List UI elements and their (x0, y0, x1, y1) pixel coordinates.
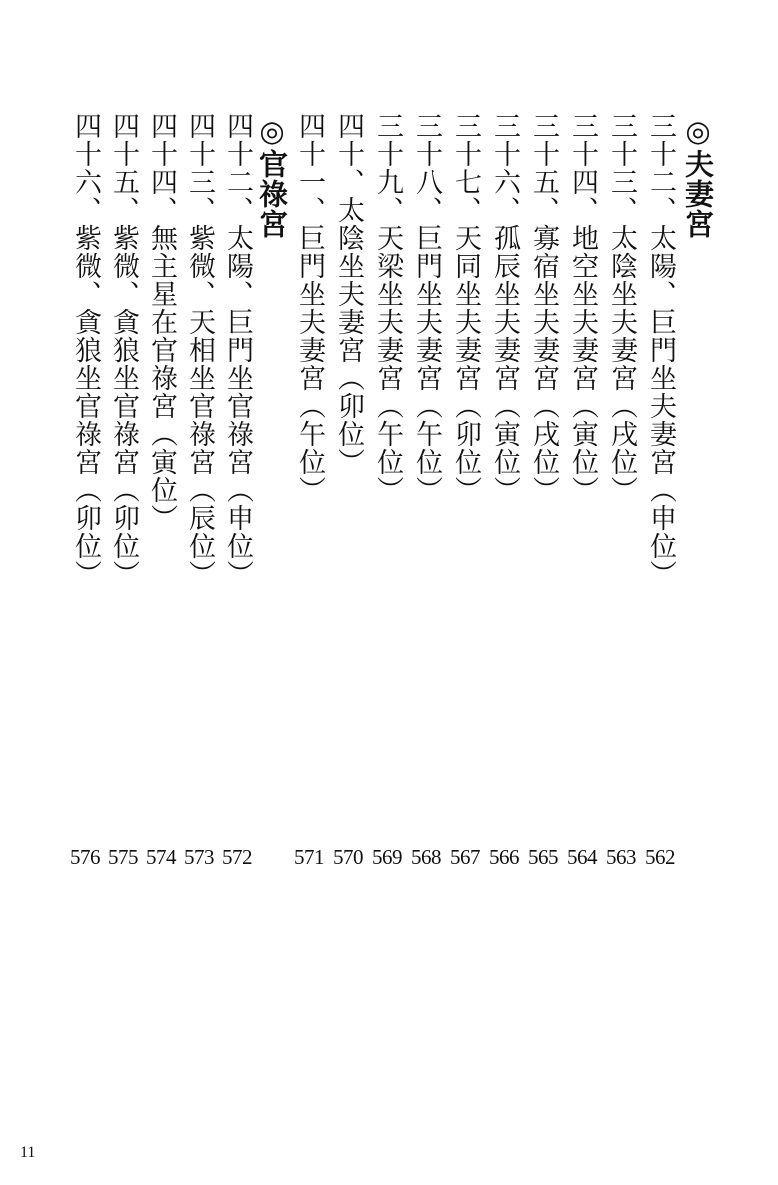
toc-entry[interactable] (218, 112, 256, 872)
section-heading-career-palace: ◎官祿宮 (255, 114, 289, 239)
page-number: 568 (411, 845, 441, 869)
page-number: 566 (489, 845, 519, 869)
page-number: 575 (108, 845, 138, 869)
toc-entry[interactable] (446, 112, 484, 872)
toc-entry-title: 三十六、孤辰坐夫妻宮（寅位） (489, 112, 520, 504)
page-number: 567 (450, 845, 480, 869)
toc-entry-title: 四十二、太陽、巨門坐官祿宮（申位） (222, 112, 253, 588)
toc-entry-title: 四十三、紫微、天相坐官祿宮（辰位） (184, 112, 215, 588)
page-number: 562 (645, 845, 675, 869)
page-number: 571 (294, 845, 324, 869)
folio-page-number: 11 (20, 1144, 36, 1161)
toc-entry[interactable] (329, 112, 367, 872)
toc-entry-title: 四十五、紫微、貪狼坐官祿宮（卯位） (108, 112, 139, 588)
toc-entry-title: 三十五、寡宿坐夫妻宮（戌位） (528, 112, 559, 504)
toc-entry[interactable] (290, 112, 328, 872)
page-number: 563 (606, 845, 636, 869)
toc-entry[interactable] (524, 112, 562, 872)
toc-entry[interactable] (368, 112, 406, 872)
toc-entry-title: 三十三、太陰坐夫妻宮（戌位） (606, 112, 637, 504)
toc-entry-title: 三十四、地空坐夫妻宮（寅位） (567, 112, 598, 504)
toc-entry-title: 四十四、無主星在官祿宮（寅位） (146, 112, 177, 532)
toc-entry[interactable] (602, 112, 640, 872)
toc-entry[interactable] (66, 112, 104, 872)
page-number: 574 (146, 845, 176, 869)
toc-entry-title: 四十六、紫微、貪狼坐官祿宮（卯位） (70, 112, 101, 588)
toc-entry-title: 三十九、天梁坐夫妻宮（午位） (372, 112, 403, 504)
page-number: 570 (333, 845, 363, 869)
section-heading-spouse-palace: ◎夫妻宮 (681, 114, 715, 239)
page-number: 564 (567, 845, 597, 869)
page-number: 569 (372, 845, 402, 869)
toc-entry[interactable] (563, 112, 601, 872)
page-number: 573 (184, 845, 214, 869)
toc-entry-title: 三十七、天同坐夫妻宮（卯位） (450, 112, 481, 504)
toc-entry[interactable] (407, 112, 445, 872)
toc-entry-title: 三十八、巨門坐夫妻宮（午位） (411, 112, 442, 504)
toc-entry[interactable] (180, 112, 218, 872)
toc-entry[interactable] (104, 112, 142, 872)
page-number: 565 (528, 845, 558, 869)
page-number: 576 (70, 845, 100, 869)
toc-entry[interactable] (485, 112, 523, 872)
page-number: 572 (222, 845, 252, 869)
toc-entry-title: 四十一、巨門坐夫妻宮（午位） (294, 112, 325, 504)
toc-entry[interactable] (142, 112, 180, 872)
toc-entry-title: 三十二、太陽、巨門坐夫妻宮（申位） (645, 112, 676, 588)
toc-entry[interactable] (641, 112, 679, 872)
toc-entry-title: 四十、太陰坐夫妻宮（卯位） (333, 112, 364, 476)
